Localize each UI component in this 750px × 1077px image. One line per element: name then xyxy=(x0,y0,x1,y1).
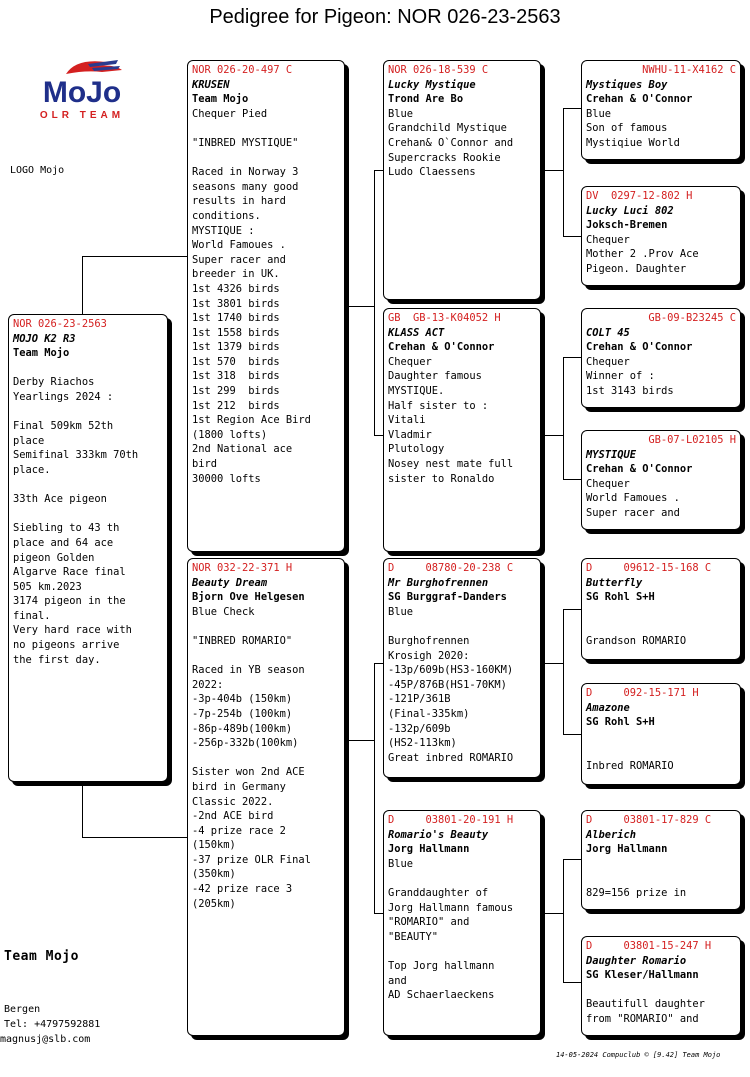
pigeon-owner: SG Rohl S+H xyxy=(586,591,655,604)
connector-line xyxy=(82,837,187,838)
pigeon-info: Blue Grandchild Mystique Crehan& O`Connor and Supercracks Rookie Ludo Claessens xyxy=(388,107,514,179)
mojo-logo xyxy=(36,56,128,122)
team-city: Bergen xyxy=(4,1004,41,1015)
pigeon-info: Inbred ROMARIO xyxy=(586,759,674,772)
pigeon-info: Grandson ROMARIO xyxy=(586,634,687,647)
connector-line xyxy=(374,170,375,435)
pigeon-card-ancestor[interactable] xyxy=(581,810,741,910)
team-name: Team Mojo xyxy=(4,949,79,964)
pigeon-name: Romario's Beauty xyxy=(388,828,489,841)
wing-icon xyxy=(66,60,122,74)
connector-line xyxy=(345,740,374,741)
pigeon-owner: Jorg Hallmann xyxy=(586,843,668,856)
connector-line xyxy=(563,479,581,480)
connector-line xyxy=(563,108,581,109)
ring-number: NWHU-11-X4162 C xyxy=(642,64,736,76)
pigeon-owner: Bjorn Ove Helgesen xyxy=(192,591,305,604)
ring-number: D 03801-20-191 H xyxy=(388,814,514,826)
connector-line xyxy=(82,256,83,314)
connector-line xyxy=(374,913,383,914)
connector-line xyxy=(541,435,563,436)
connector-line xyxy=(563,108,564,236)
pigeon-card-ancestor[interactable] xyxy=(581,683,741,785)
footer-credit: 14-05-2024 Compuclub © [9.42] Team Mojo xyxy=(556,1051,721,1059)
pigeon-owner: SG Burggraf-Danders xyxy=(388,591,507,604)
pigeon-info: Blue Granddaughter of Jorg Hallmann famous "ROMARIO" and "BEAUTY" Top Jorg hallmann and AD Schaerlaeckens xyxy=(388,857,514,1002)
pigeon-card-dam[interactable] xyxy=(187,558,345,1036)
connector-line xyxy=(563,357,581,358)
pigeon-name: Alberich xyxy=(586,828,637,841)
pigeon-card-ancestor[interactable] xyxy=(581,186,741,286)
pigeon-name: Butterfly xyxy=(586,576,643,589)
connector-line xyxy=(563,609,581,610)
connector-line xyxy=(563,734,581,735)
pigeon-card-ancestor[interactable] xyxy=(581,430,741,530)
connector-line xyxy=(563,859,564,982)
connector-line xyxy=(345,306,374,307)
pigeon-card-grandsire[interactable] xyxy=(383,60,541,300)
logo-caption: LOGO Mojo xyxy=(10,165,65,176)
pigeon-owner: Trond Are Bo xyxy=(388,93,464,106)
ring-number: GB-09-B23245 C xyxy=(648,312,736,324)
connector-line xyxy=(82,256,187,257)
pigeon-card-subject[interactable] xyxy=(8,314,168,782)
connector-line xyxy=(563,859,581,860)
pigeon-info: Chequer Mother 2 .Prov Ace Pigeon. Daughter xyxy=(586,233,699,275)
connector-line xyxy=(541,170,563,171)
pigeon-name: MYSTIQUE xyxy=(586,448,637,461)
pigeon-info: Chequer Daughter famous MYSTIQUE. Half sister to : Vitali Vladmir Plutology Nosey nest mate full sister to Ronaldo xyxy=(388,355,514,485)
pigeon-card-ancestor[interactable] xyxy=(581,936,741,1036)
ring-number: GB GB-13-K04052 H xyxy=(388,312,501,324)
connector-line xyxy=(563,236,581,237)
pigeon-name: Mr Burghofrennen xyxy=(388,576,489,589)
pigeon-info: Blue Son of famous Mystiqiue World xyxy=(586,107,680,149)
pigeon-info: Chequer Winner of : 1st 3143 birds xyxy=(586,355,674,397)
ring-number: D 03801-17-829 C xyxy=(586,814,712,826)
pigeon-owner: Jorg Hallmann xyxy=(388,843,470,856)
ring-number: NOR 026-18-539 C xyxy=(388,64,489,76)
pigeon-name: Amazone xyxy=(586,701,630,714)
pigeon-owner: Team Mojo xyxy=(13,347,70,360)
pigeon-name: KLASS ACT xyxy=(388,326,445,339)
connector-line xyxy=(563,357,564,479)
pigeon-owner: Crehan & O'Connor xyxy=(586,463,693,476)
pigeon-name: COLT 45 xyxy=(586,326,630,339)
pigeon-owner: Joksch-Bremen xyxy=(586,219,668,232)
ring-number: D 092-15-171 H xyxy=(586,687,699,699)
page-title: Pedigree for Pigeon: NOR 026-23-2563 xyxy=(209,6,561,28)
pigeon-card-granddam[interactable] xyxy=(383,308,541,552)
pigeon-name: KRUSEN xyxy=(192,78,230,91)
pigeon-owner: Team Mojo xyxy=(192,93,249,106)
pigeon-name: MOJO K2 R3 xyxy=(13,332,76,345)
pigeon-card-ancestor[interactable] xyxy=(581,308,741,408)
pigeon-name: Lucky Mystique xyxy=(388,78,476,91)
connector-line xyxy=(374,663,375,913)
connector-line xyxy=(563,609,564,734)
pigeon-info: Blue Check "INBRED ROMARIO" Raced in YB season 2022: -3p-404b (150km) -7p-254b (100km) -86p-489b(100km) -256p-332b(100km) Sister won 2nd ACE bird in Germany Classic 2022. -2nd ACE bird -4 prize race 2 (150km) -37 prize OLR Final (350km) -42 prize race 3 (205km) xyxy=(192,605,311,910)
logo-word: MoJo xyxy=(42,76,122,109)
pigeon-info: Derby Riachos Yearlings 2024 : Final 509km 52th place Semifinal 333km 70th place. 33th Ace pigeon Siebling to 43 th place and 64 ace pigeon Golden Algarve Race final 505 km.2023 3174 pigeon in the final. Very hard race with no pigeons arrive the first day. xyxy=(13,376,139,666)
pigeon-owner: Crehan & O'Connor xyxy=(586,341,693,354)
pigeon-info: Blue Burghofrennen Krosigh 2020: -13p/609b(HS3-160KM) -45P/876B(HS1-70KM) -121P/361B (Final-335km) -132p/609b (HS2-113km) Great inbred ROMARIO xyxy=(388,605,514,764)
connector-line xyxy=(563,982,581,983)
pigeon-name: Lucky Luci 802 xyxy=(586,204,674,217)
pigeon-owner: Crehan & O'Connor xyxy=(388,341,495,354)
connector-line xyxy=(374,435,383,436)
ring-number: D 08780-20-238 C xyxy=(388,562,514,574)
team-email: magnusj@slb.com xyxy=(0,1034,91,1045)
pigeon-info: 829=156 prize in xyxy=(586,886,687,899)
team-tel: Tel: +4797592881 xyxy=(4,1019,101,1030)
connector-line xyxy=(374,663,383,664)
pigeon-info: Chequer Pied "INBRED MYSTIQUE" Raced in Norway 3 seasons many good results in hard conditions. MYSTIQUE : World Famoues . Super racer and breeder in UK. 1st 4326 birds 1st 3801 birds 1st 1740 birds 1st 1558 birds 1st 1379 birds 1st 570 birds 1st 318 birds 1st 299 birds 1st 212 birds 1st Region Ace Bird (1800 lofts) 2nd National ace bird 30000 lofts xyxy=(192,107,311,485)
ring-number: D 03801-15-247 H xyxy=(586,940,712,952)
pigeon-card-granddam[interactable] xyxy=(383,810,541,1036)
pigeon-name: Beauty Dream xyxy=(192,576,268,589)
pigeon-card-ancestor[interactable] xyxy=(581,558,741,660)
pigeon-owner: SG Rohl S+H xyxy=(586,716,655,729)
pigeon-card-sire[interactable] xyxy=(187,60,345,552)
connector-line xyxy=(541,913,563,914)
ring-number: NOR 026-20-497 C xyxy=(192,64,293,76)
connector-line xyxy=(82,782,83,837)
pigeon-owner: Crehan & O'Connor xyxy=(586,93,693,106)
ring-number: GB-07-L02105 H xyxy=(648,434,736,446)
connector-line xyxy=(541,663,563,664)
pigeon-owner: SG Kleser/Hallmann xyxy=(586,969,699,982)
pigeon-card-ancestor[interactable] xyxy=(581,60,741,160)
ring-number: NOR 032-22-371 H xyxy=(192,562,293,574)
pigeon-name: Daughter Romario xyxy=(586,954,687,967)
ring-number: DV 0297-12-802 H xyxy=(586,190,693,202)
pigeon-info: Beautifull daughter from "ROMARIO" and xyxy=(586,998,705,1025)
pigeon-info: Chequer World Famoues . Super racer and xyxy=(586,477,680,519)
pigeon-card-grandsire[interactable] xyxy=(383,558,541,778)
ring-number: D 09612-15-168 C xyxy=(586,562,712,574)
connector-line xyxy=(374,170,383,171)
pigeon-name: Mystiques Boy xyxy=(586,78,668,91)
logo-subtitle: OLR TEAM xyxy=(39,110,125,121)
ring-number: NOR 026-23-2563 xyxy=(13,318,107,330)
